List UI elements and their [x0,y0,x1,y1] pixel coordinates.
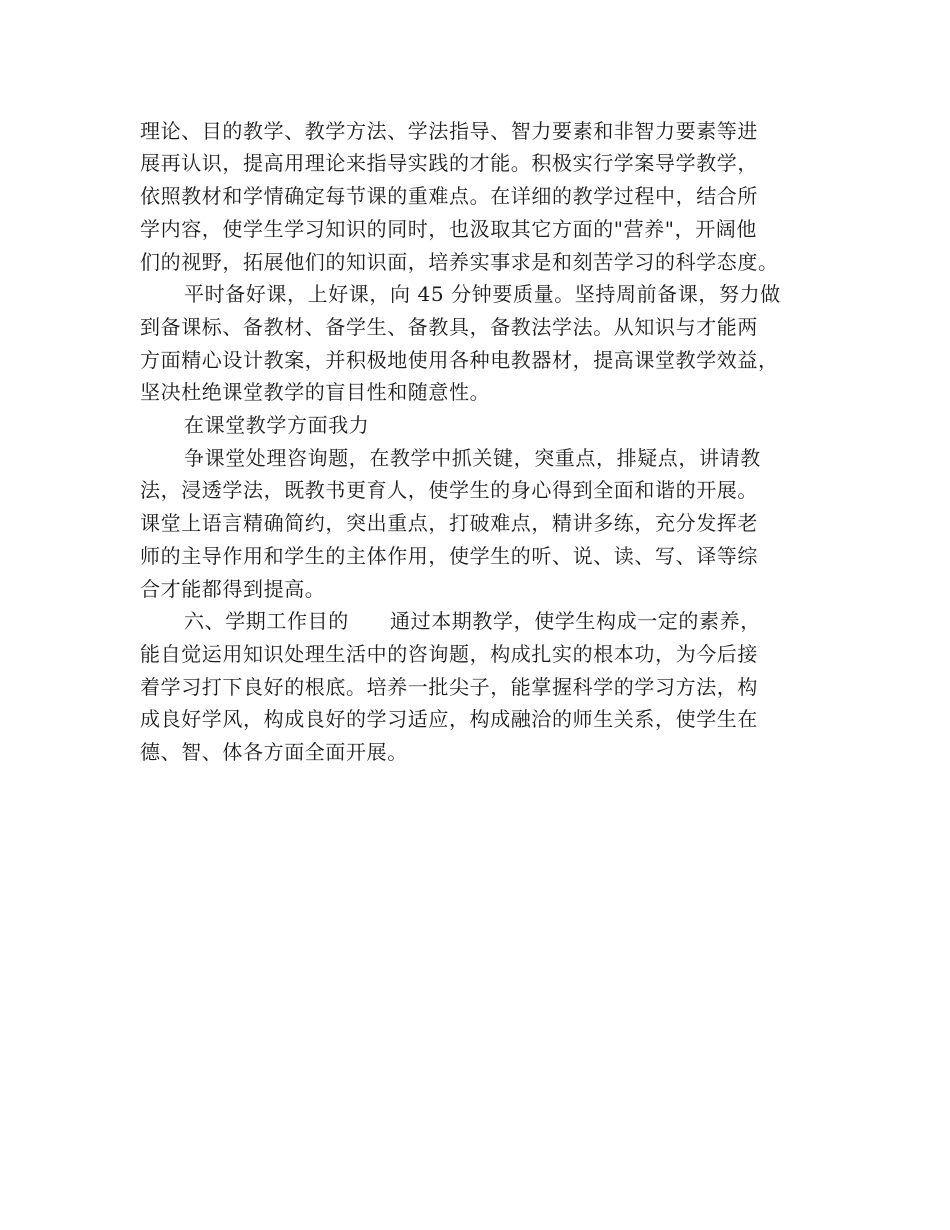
paragraph-start-line: 在课堂教学方面我力 [184,413,370,437]
body-text-line: 能自觉运用知识处理生活中的咨询题，构成扎实的根本功，为今后接 [140,642,758,666]
body-text-line: 课堂上语言精确简约，突出重点，打破难点，精讲多练，充分发挥老 [140,511,758,535]
paragraph-start-line: 争课堂处理咨询题，在教学中抓关键，突重点，排疑点，讲请教 [184,446,761,470]
body-text-line: 成良好学风，构成良好的学习适应，构成融洽的师生关系，使学生在 [140,707,758,731]
body-text-line: 展再认识，提高用理论来指导实践的才能。积极实行学案导学教学， [140,151,758,175]
body-text-line: 着学习打下良好的根底。培养一批尖子，能掌握科学的学习方法，构 [140,675,758,699]
body-text-line: 合才能都得到提高。 [140,577,326,601]
body-text-line: 坚决杜绝课堂教学的盲目性和随意性。 [140,380,491,404]
body-text-line: 到备课标、备教材、备学生、备教具，备教法学法。从知识与才能两 [140,315,758,339]
body-text-line: 师的主导作用和学生的主体作用，使学生的听、说、读、写、译等综 [140,544,758,568]
body-text-line: 依照教材和学情确定每节课的重难点。在详细的教学过程中，结合所 [140,184,758,208]
body-text-line: 方面精心设计教案，并积极地使用各种电教器材，提高课堂教学效益， [140,348,779,372]
section-heading-line: 六、学期工作目的 通过本期教学，使学生构成一定的素养， [184,609,761,633]
body-text-line: 学内容，使学生学习知识的同时，也汲取其它方面的"营养"，开阔他 [140,217,757,241]
body-text-line: 德、智、体各方面全面开展。 [140,740,408,764]
paragraph-start-line: 平时备好课，上好课，向 45 分钟要质量。坚持周前备课，努力做 [184,282,781,306]
body-text-line: 们的视野，拓展他们的知识面，培养实事求是和刻苦学习的科学态度。 [140,250,779,274]
body-text-line: 法，浸透学法，既教书更育人，使学生的身心得到全面和谐的开展。 [140,478,758,502]
body-text-line: 理论、目的教学、教学方法、学法指导、智力要素和非智力要素等进 [140,119,758,143]
